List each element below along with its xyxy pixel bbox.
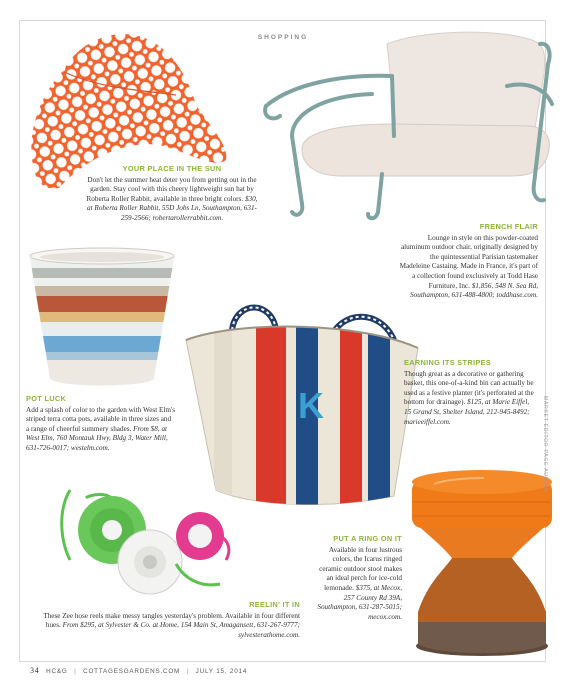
- item-headline: FRENCH FLAIR: [479, 222, 538, 231]
- item-body: These Zee hose reels make messy tangles yesterday's problem. Available in four different hues.: [43, 611, 300, 630]
- item-headline: EARNING ITS STRIPES: [404, 358, 492, 367]
- ceramic-stool-image: [404, 462, 560, 658]
- item-headline: YOUR PLACE IN THE SUN: [122, 164, 222, 173]
- hose-reels-image: [50, 480, 236, 604]
- item-hose-reels: [28, 600, 300, 640]
- footer-separator: |: [186, 668, 190, 675]
- item-body: Don't let the summer heat deter you from getting out in the garden. Stay cool with this cheery lightweight sun hat by Roberta Roller Rabbit, available in three bright colors.: [86, 175, 257, 203]
- page-footer: [30, 666, 430, 675]
- outdoor-chair-image: [262, 24, 556, 222]
- issue-date: JULY 15, 2014: [195, 668, 248, 675]
- item-headline: POT LUCK: [26, 394, 67, 403]
- item-pot: [26, 394, 176, 454]
- item-headline: PUT A RING ON IT: [333, 534, 402, 543]
- item-sun-hat: [84, 164, 260, 224]
- page-number: 34: [30, 666, 40, 675]
- footer-separator: |: [74, 668, 77, 675]
- magazine-name: HC&G: [46, 668, 68, 675]
- photo-credit: MARKET EDITOR PAGE AUGIUS: [542, 396, 548, 493]
- item-headline: REELIN' IT IN: [249, 600, 300, 609]
- item-details: From $8, at West Elm, 760 Montauk Hwy, Bldg 3, Water Mill, 631-726-0017; westelm.com.: [26, 424, 168, 452]
- section-label: SHOPPING: [257, 34, 309, 41]
- item-details: $1,856, 548 N. Sea Rd, Southampton, 631-488-4800; toddhase.com.: [410, 281, 538, 300]
- striped-pot-image: [24, 244, 180, 390]
- item-details: $30, at Roberta Roller Rabbit, 55D Jobs Ln, Southampton, 631-259-2566; robertarollerrabbit.com.: [87, 194, 258, 222]
- magazine-site: COTTAGESGARDENS.COM: [83, 668, 181, 675]
- item-details: $125, at Marie Eiffel, 15 Grand St, Shelter Island, 212-945-8492; marieeiffel.com.: [404, 398, 530, 426]
- item-chair: [398, 222, 538, 301]
- item-stool: [316, 534, 402, 622]
- item-details: $375, at Mecox, 257 County Rd 39A, Southampton, 631-287-5015; mecox.com.: [317, 583, 402, 621]
- item-body: Though great as a decorative or gathering basket, this one-of-a-kind bin can actually be used as a festive planter (it's perforated at the bottom for drainage).: [404, 369, 534, 407]
- item-body: Available in four lustrous colors, the Icarus ringed ceramic outdoor stool makes an ideal perch for ice-cold lemonade.: [319, 545, 402, 592]
- basket-letter: K: [298, 385, 324, 426]
- item-details: From $295, at Sylvester & Co. at Home, 154 Main St, Amagansett, 631-267-9777; sylvesterathome.com.: [62, 621, 300, 639]
- item-body: Add a splash of color to the garden with West Elm's striped terra cotta pots, available in three sizes and a range of cheerful summery shades.: [26, 405, 176, 433]
- striped-basket-image: [180, 300, 424, 508]
- item-basket: [404, 358, 536, 427]
- item-body: Lounge in style on this powder-coated aluminum outdoor chair, originally designed by the quintessential Parisian tastemaker Madeleine Castaing. Made in France, it's part of a collection found exclusively at Todd Hase Furniture, Inc.: [399, 233, 538, 290]
